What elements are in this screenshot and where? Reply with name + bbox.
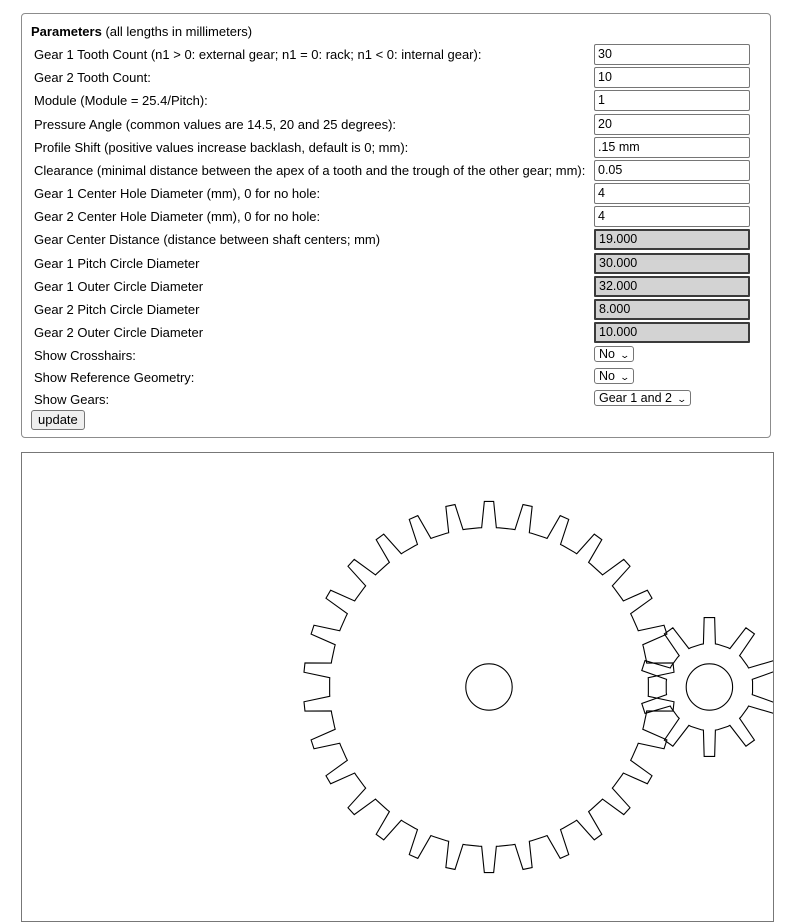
gear-drawing-canvas [21,452,774,922]
show-reference-geometry-label: Show Reference Geometry: [34,370,195,385]
gear-drawing [22,453,773,923]
row-gear2-outer-diameter [34,322,759,344]
center-distance-output: 19.000 [594,229,750,250]
row-gear1-pitch-diameter [34,253,759,275]
gear1-hole-label: Gear 1 Center Hole Diameter (mm), 0 for no hole: [34,186,321,201]
row-show-reference-geometry [34,367,759,389]
row-pressure-angle [34,114,759,136]
center-distance-label: Gear Center Distance (distance between shaft centers; mm) [34,232,381,247]
profile-shift-input[interactable]: .15 mm [594,137,750,158]
chevron-down-icon: ⌄ [619,372,631,382]
gear2-pitch-diameter-output: 8.000 [594,299,750,320]
row-gear2-pitch-diameter [34,299,759,321]
module-label: Module (Module = 25.4/Pitch): [34,93,208,108]
gear1-tooth-count-input[interactable]: 30 [594,44,750,65]
row-module [34,90,759,112]
row-gear1-outer-diameter [34,276,759,298]
row-gear2-tooth-count [34,67,759,89]
gear2-tooth-count-input[interactable]: 10 [594,67,750,88]
clearance-input[interactable]: 0.05 [594,160,750,181]
pressure-angle-label: Pressure Angle (common values are 14.5, 20 and 25 degrees): [34,117,397,132]
row-center-distance [34,229,759,251]
update-button[interactable]: update [31,410,85,430]
gear2-pitch-diameter-label: Gear 2 Pitch Circle Diameter [34,302,200,317]
show-gears-select[interactable] [594,390,691,406]
row-gear1-tooth-count [34,44,759,66]
row-gear1-hole [34,183,759,205]
profile-shift-label: Profile Shift (positive values increase backlash, default is 0; mm): [34,140,409,155]
parameters-legend-title: Parameters [31,24,102,39]
parameters-panel [21,13,771,438]
clearance-label: Clearance (minimal distance between the apex of a tooth and the trough of the other gear; mm): [34,163,586,178]
gear1-outer-diameter-output: 32.000 [594,276,750,297]
chevron-down-icon: ⌄ [619,350,631,360]
row-show-gears [34,389,759,411]
gear1-outline [304,501,674,872]
gear2-tooth-count-label: Gear 2 Tooth Count: [34,70,151,85]
show-reference-geometry-value: No [599,369,615,383]
chevron-down-icon: ⌄ [676,394,688,404]
gear1-pitch-diameter-output: 30.000 [594,253,750,274]
parameters-legend-note: (all lengths in millimeters) [105,24,253,39]
show-crosshairs-select[interactable] [594,346,634,362]
gear2-center-hole [686,664,732,710]
show-gears-label: Show Gears: [34,392,110,407]
show-reference-geometry-select[interactable] [594,368,634,384]
gear2-hole-label: Gear 2 Center Hole Diameter (mm), 0 for no hole: [34,209,321,224]
gear1-pitch-diameter-label: Gear 1 Pitch Circle Diameter [34,256,200,271]
show-gears-value: Gear 1 and 2 [599,391,672,405]
show-crosshairs-value: No [599,347,615,361]
gear2-outer-diameter-label: Gear 2 Outer Circle Diameter [34,325,204,340]
show-crosshairs-label: Show Crosshairs: [34,348,136,363]
row-clearance [34,160,759,182]
pressure-angle-input[interactable]: 20 [594,114,750,135]
row-show-crosshairs [34,345,759,367]
gear1-tooth-count-label: Gear 1 Tooth Count (n1 > 0: external gear; n1 = 0: rack; n1 < 0: internal gear): [34,47,482,62]
parameters-legend [31,24,252,39]
row-profile-shift [34,137,759,159]
module-input[interactable]: 1 [594,90,750,111]
gear1-outer-diameter-label: Gear 1 Outer Circle Diameter [34,279,204,294]
gear1-center-hole [466,664,512,710]
gear2-outline [642,618,773,757]
gear1-hole-input[interactable]: 4 [594,183,750,204]
gear2-hole-input[interactable]: 4 [594,206,750,227]
gear2-outer-diameter-output: 10.000 [594,322,750,343]
row-gear2-hole [34,206,759,228]
